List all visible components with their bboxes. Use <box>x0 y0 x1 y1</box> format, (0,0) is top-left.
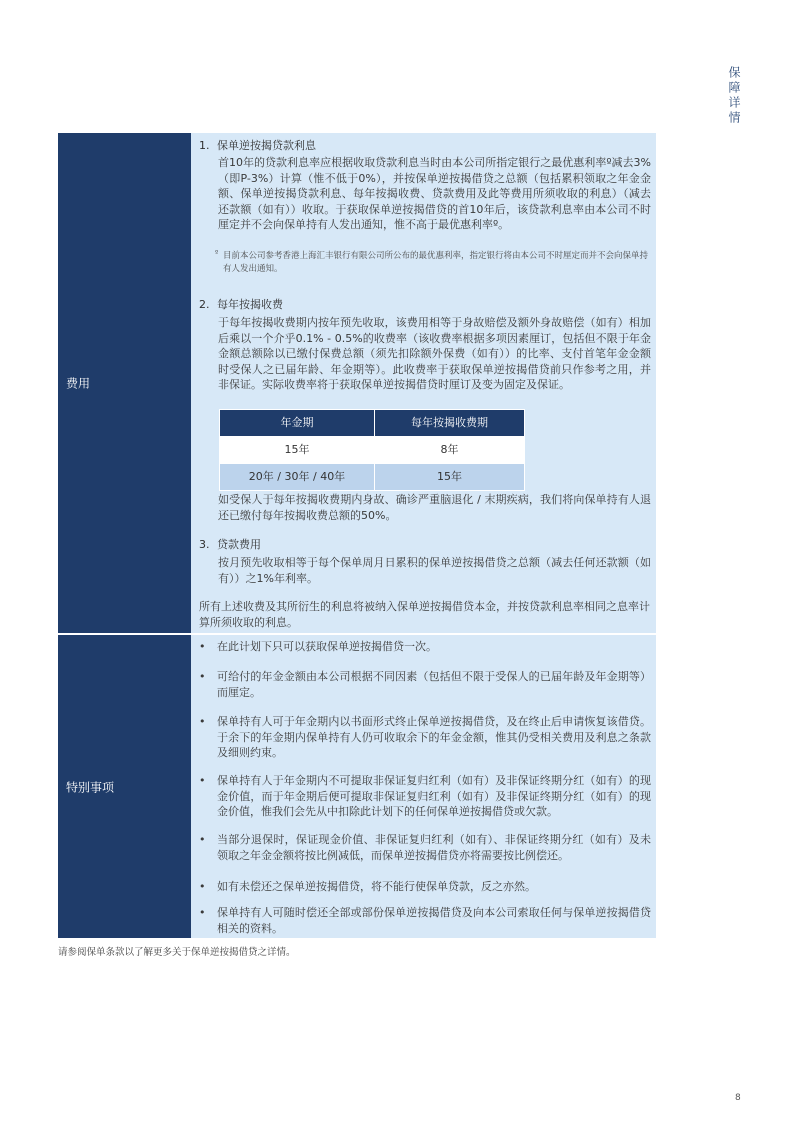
page-number: 8 <box>735 1093 741 1103</box>
fee-section-2-refund-note: 如受保人于每年按揭收费期内身故、确诊严重脑退化 / 末期疾病，我们将向保单持有人退还已缴付每年按揭收费总额的50%。 <box>218 493 651 522</box>
fee-section-3-number: 3. <box>199 538 210 551</box>
notes-label: 特别事项 <box>66 780 115 794</box>
bullet-icon: • <box>199 670 206 683</box>
fee-section-2-title-text: 每年按揭收费 <box>217 298 283 311</box>
fee-section-1-number: 1. <box>199 139 210 152</box>
footnote-mark: º <box>215 249 219 257</box>
bullet-icon: • <box>199 833 206 846</box>
list-item <box>199 773 651 820</box>
list-item <box>199 879 651 895</box>
table-cell: 15年 <box>220 437 375 464</box>
fee-section-3-body: 按月预先收取相等于每个保单周月日累积的保单逆按揭借贷之总额（减去任何还款额（如有））之1%年利率。 <box>218 556 651 585</box>
list-item <box>199 669 651 700</box>
list-item-text: 当部分退保时，保证现金价值、非保证复归红利（如有）、非保证终期分红（如有）及未领取之年金金额将按比例减低，而保单逆按揭借贷亦将需要按比例偿还。 <box>217 833 651 862</box>
list-item <box>199 832 651 863</box>
list-item <box>199 714 651 761</box>
table-cell: 15年 <box>375 464 525 491</box>
fee-section-1-title-text: 保单逆按揭贷款利息 <box>217 139 316 152</box>
list-item-text: 可给付的年金金额由本公司根据不同因素（包括但不限于受保人的已届年龄及年金期等）而厘定。 <box>217 670 651 699</box>
table-row <box>220 437 525 464</box>
policy-terms-note: 请参阅保单条款以了解更多关于保单逆按揭借贷之详情。 <box>58 947 296 958</box>
table-header-fee-period: 每年按揭收费期 <box>375 410 525 437</box>
bullet-icon: • <box>199 774 206 787</box>
footnote-text: 目前本公司参考香港上海汇丰银行有限公司所公布的最优惠利率，指定银行将由本公司不时厘定而并不会向保单持有人发出通知。 <box>223 251 649 274</box>
list-item-text: 如有未偿还之保单逆按揭借贷，将不能行使保单贷款，反之亦然。 <box>217 880 536 893</box>
fee-schedule-table <box>219 409 525 491</box>
table-header-row <box>220 410 525 437</box>
table-cell: 8年 <box>375 437 525 464</box>
fees-label-cell <box>58 133 191 633</box>
fees-row <box>58 133 656 633</box>
fee-section-1-footnote <box>215 249 651 276</box>
bullet-icon: • <box>199 715 206 728</box>
section-side-title: 保障详情 <box>727 66 741 126</box>
list-item <box>199 905 651 936</box>
fee-section-1-body: 首10年的贷款利息率应根据收取贷款利息当时由本公司所指定银行之最优惠利率º减去3%（即P-3%）计算（惟不低于0%），并按保单逆按揭借贷之总额（包括累积领取之年金金额、保单逆按揭贷款利息、每年按揭收费、贷款费用及此等费用所须收取的利息）（减去还款额（如有））收取。于获取保单逆按揭借贷的首10年后，该贷款利息率由本公司不时厘定并不会向保单持有人发出通知，惟不高于最优惠利率º。 <box>218 156 651 231</box>
fee-section-3-title-text: 贷款费用 <box>217 538 261 551</box>
fee-section-1-title <box>199 138 316 154</box>
fee-section-3-title <box>199 537 261 553</box>
bullet-icon: • <box>199 640 206 653</box>
fee-section-2-title <box>199 297 283 313</box>
fees-content <box>191 133 656 633</box>
list-item-text: 在此计划下只可以获取保单逆按揭借贷一次。 <box>217 640 437 653</box>
table-row <box>220 464 525 491</box>
list-item-text: 保单持有人可随时偿还全部或部份保单逆按揭借贷及向本公司索取任何与保单逆按揭借贷相关的资料。 <box>217 906 651 935</box>
bullet-icon: • <box>199 906 206 919</box>
notes-content <box>191 635 656 938</box>
fees-label: 费用 <box>66 376 91 391</box>
list-item-text: 保单持有人可于年金期内以书面形式终止保单逆按揭借贷，及在终止后申请恢复该借贷。于余下的年金期内保单持有人仍可收取余下的年金金额，惟其仍受相关费用及利息之条款及细则约束。 <box>217 715 651 759</box>
special-notes-row <box>58 635 656 938</box>
table-cell: 20年 / 30年 / 40年 <box>220 464 375 491</box>
notes-label-cell <box>58 635 191 938</box>
list-item-text: 保单持有人于年金期内不可提取非保证复归红利（如有）及非保证终期分红（如有）的现金价值，而于年金期后便可提取非保证复归红利（如有）及非保证终期分红（如有）的现金价值，惟我们会先从中扣除此计划下的任何保单逆按揭借贷或欠款。 <box>217 774 651 818</box>
bullet-icon: • <box>199 880 206 893</box>
fee-section-2-body: 于每年按揭收费期内按年预先收取，该费用相等于身故赔偿及额外身故赔偿（如有）相加后乘以一个介乎0.1% - 0.5%的收费率（该收费率根据多项因素厘订，包括但不限于年金金额总额除以已缴付保费总额（须先扣除额外保费（如有））的比率、支付首笔年金金额时受保人之已届年龄、年金期等）。此收费率于获取保单逆按揭借贷前只作参考之用，并非保证。实际收费率将于获取保单逆按揭借贷时厘订及变为固定及保证。 <box>218 316 651 391</box>
fee-section-2-number: 2. <box>199 298 210 311</box>
fees-summary: 所有上述收费及其所衍生的利息将被纳入保单逆按揭借贷本金，并按贷款利息率相同之息率计算所须收取的利息。 <box>199 600 650 629</box>
list-item <box>199 639 651 655</box>
table-header-annuity-period: 年金期 <box>220 410 375 437</box>
